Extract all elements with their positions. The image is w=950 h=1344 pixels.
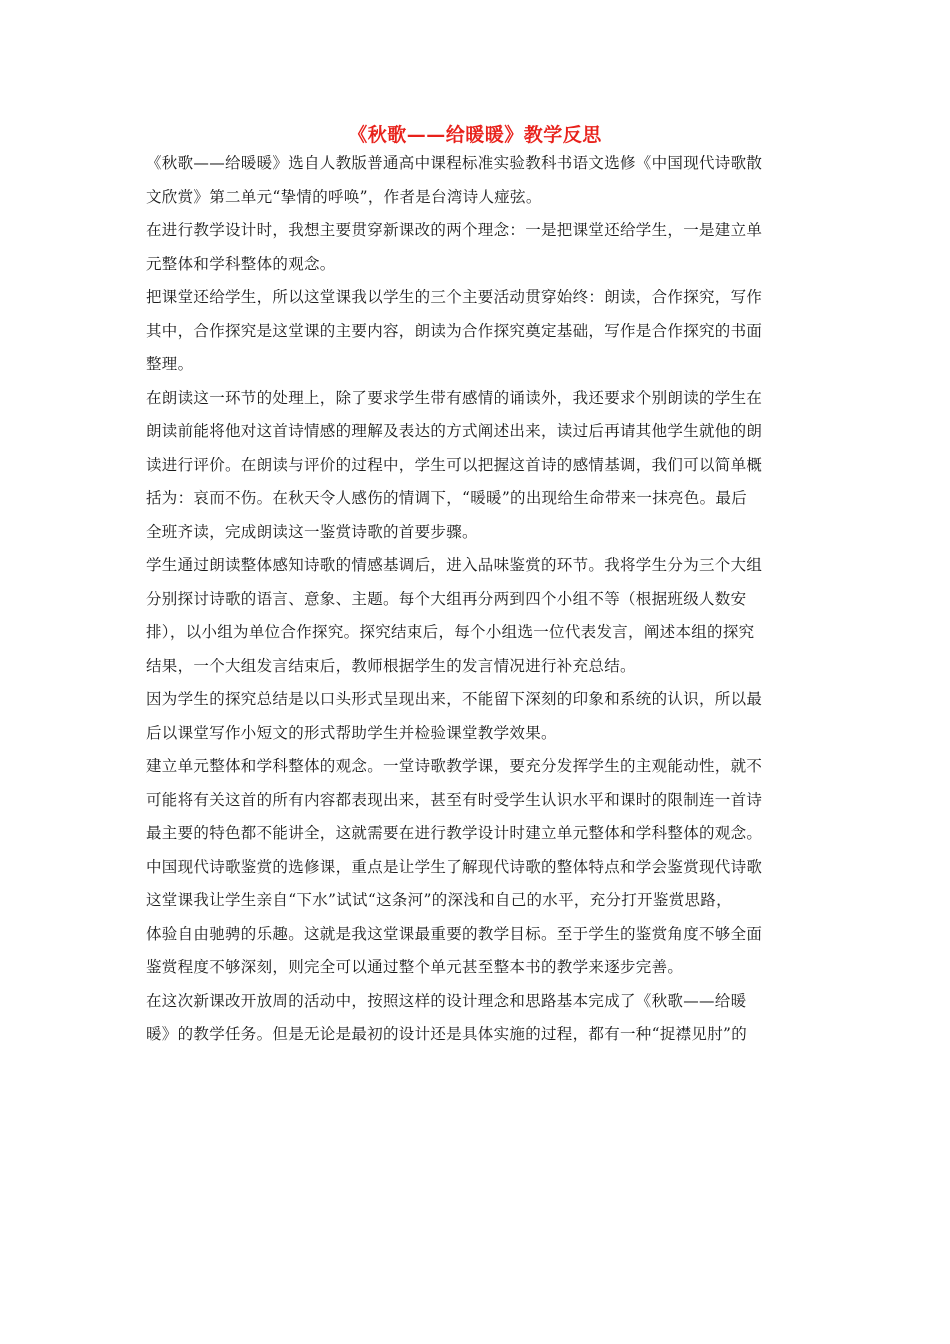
paragraph-line: 后以课堂写作小短文的形式帮助学生并检验课堂教学效果。 bbox=[146, 723, 557, 742]
paragraph-line: 朗读前能将他对这首诗情感的理解及表达的方式阐述出来，读过后再请其他学生就他的朗 bbox=[146, 422, 763, 440]
paragraph-line: 把课堂还给学生，所以这堂课我以学生的三个主要活动贯穿始终：朗读，合作探究，写作 bbox=[146, 288, 763, 306]
paragraph bbox=[146, 286, 806, 387]
paragraph bbox=[146, 856, 806, 990]
paragraph bbox=[146, 387, 806, 555]
paragraph-line: 结果，一个大组发言结束后，教师根据学生的发言情况进行补充总结。 bbox=[146, 656, 636, 675]
paragraph-line: 元整体和学科整体的观念。 bbox=[146, 254, 336, 273]
paragraph-line: 这堂课我让学生亲自“下水”试试“这条河”的深浅和自己的水平，充分打开鉴赏思路， bbox=[146, 891, 732, 909]
paragraph bbox=[146, 554, 806, 688]
paragraph-line: 分别探讨诗歌的语言、意象、主题。每个大组再分两到四个小组不等（根据班级人数安 bbox=[146, 589, 747, 608]
paragraph bbox=[146, 688, 806, 755]
paragraph-line: 其中，合作探究是这堂课的主要内容，朗读为合作探究奠定基础，写作是合作探究的书面 bbox=[146, 321, 763, 340]
paragraph-line: 在进行教学设计时，我想主要贯穿新课改的两个理念：一是把课堂还给学生，一是建立单 bbox=[146, 221, 763, 239]
document-body bbox=[146, 152, 806, 1057]
paragraph-line: 体验自由驰骋的乐趣。这就是我这堂课最重要的教学目标。至于学生的鉴赏角度不够全面 bbox=[146, 924, 763, 943]
paragraph bbox=[146, 990, 806, 1057]
paragraph-line: 排），以小组为单位合作探究。探究结束后，每个小组选一位代表发言，阐述本组的探究 bbox=[146, 623, 755, 641]
paragraph bbox=[146, 755, 806, 856]
paragraph-line: 建立单元整体和学科整体的观念。一堂诗歌教学课，要充分发挥学生的主观能动性，就不 bbox=[146, 757, 763, 775]
paragraph-line: 读进行评价。在朗读与评价的过程中，学生可以把握这首诗的感情基调，我们可以简单概 bbox=[146, 455, 763, 474]
document-title: 《秋歌——给暖暖》教学反思 bbox=[348, 124, 602, 146]
paragraph-line: 在朗读这一环节的处理上，除了要求学生带有感情的诵读外，我还要求个别朗读的学生在 bbox=[146, 388, 763, 407]
paragraph-line: 学生通过朗读整体感知诗歌的情感基调后，进入品味鉴赏的环节。我将学生分为三个大组 bbox=[146, 556, 763, 574]
paragraph-line: 在这次新课改开放周的活动中，按照这样的设计理念和思路基本完成了《秋歌——给暖 bbox=[146, 991, 747, 1010]
paragraph-line: 全班齐读，完成朗读这一鉴赏诗歌的首要步骤。 bbox=[146, 522, 478, 541]
paragraph bbox=[146, 219, 806, 286]
paragraph-line: 《秋歌——给暖暖》选自人教版普通高中课程标准实验教科书语文选修《中国现代诗歌散 bbox=[146, 154, 763, 172]
paragraph-line: 括为：哀而不伤。在秋天令人感伤的情调下，“暖暖”的出现给生命带来一抹亮色。最后 bbox=[146, 489, 748, 507]
paragraph-line: 因为学生的探究总结是以口头形式呈现出来，不能留下深刻的印象和系统的认识，所以最 bbox=[146, 690, 763, 708]
paragraph-line: 鉴赏程度不够深刻，则完全可以通过整个单元甚至整本书的教学来逐步完善。 bbox=[146, 958, 684, 976]
paragraph bbox=[146, 152, 806, 219]
paragraph-line: 整理。 bbox=[146, 355, 194, 373]
paragraph-line: 中国现代诗歌鉴赏的选修课，重点是让学生了解现代诗歌的整体特点和学会鉴赏现代诗歌 bbox=[146, 857, 763, 876]
paragraph-line: 可能将有关这首的所有内容都表现出来，甚至有时受学生认识水平和课时的限制连一首诗 bbox=[146, 790, 763, 809]
paragraph-line: 文欣赏》第二单元“挚情的呼唤”，作者是台湾诗人痖弦。 bbox=[146, 187, 542, 206]
paragraph-line: 暖》的教学任务。但是无论是最初的设计还是具体实施的过程，都有一种“捉襟见肘”的 bbox=[146, 1025, 748, 1043]
paragraph-line: 最主要的特色都不能讲全，这就需要在进行教学设计时建立单元整体和学科整体的观念。 bbox=[146, 824, 763, 842]
